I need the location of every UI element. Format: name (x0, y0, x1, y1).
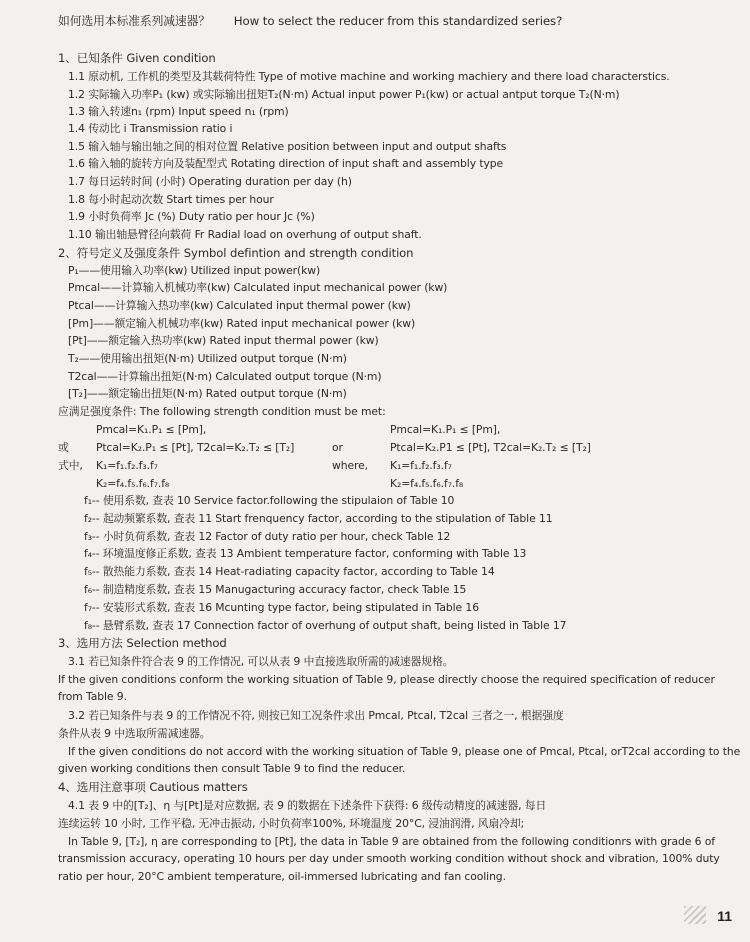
section1-item: 1.10 输出轴悬臂径向载荷 Fr Radial load on overhung of output shaft. (68, 228, 422, 241)
section1-item: 1.4 传动比 i Transmission ratio i (68, 122, 233, 135)
symbol-def: T₂——使用输出扭矩(N·m) Utilized output torque (N·m) (68, 352, 347, 365)
formula-left: Ptcal=K₂.P₁ ≤ [Pt], T2cal=K₂.T₂ ≤ [T₂] (96, 441, 295, 454)
section3-p2-zh: 3.2 若已知条件与表 9 的工作情况不符, 则按已知工况条件求出 Pmcal, Ptcal, T2cal 三者之一, 根据强度 (68, 709, 564, 722)
symbol-def: [Pm]——额定输入机械功率(kw) Rated input mechanical power (kw) (68, 317, 416, 330)
formula-right: K₁=f₁.f₂.f₃.f₇ (390, 459, 452, 472)
label-or-en: or (332, 441, 343, 454)
formula-right: Ptcal=K₂.P1 ≤ [Pt], T2cal=K₂.T₂ ≤ [T₂] (390, 441, 591, 454)
symbol-def: [Pt]——额定输入热功率(kw) Rated input thermal power (kw) (68, 334, 379, 347)
symbol-def: P₁——使用输入功率(kw) Utilized input power(kw) (68, 264, 321, 277)
title-en: How to select the reducer from this standardized series? (233, 14, 563, 28)
factor-def: f₇-- 安装形式系数, 查表 16 Mcunting type factor, being stipulated in Table 16 (84, 601, 479, 614)
section4-p-en: In Table 9, [T₂], η are corresponding to [Pt], the data in Table 9 are obtained from the following conditionrs with grade 6 of (68, 835, 715, 848)
formula-left: K₁=f₁.f₂.f₃.f₇ (96, 459, 158, 472)
symbol-def: T2cal——计算输出扭矩(N·m) Calculated output torque (N·m) (68, 370, 382, 383)
section3-heading: 3、选用方法 Selection method (58, 636, 227, 650)
formula-right: Pmcal=K₁.P₁ ≤ [Pm], (390, 423, 501, 436)
section1-item: 1.6 输入轴的旋转方向及装配型式 Rotating direction of input shaft and assembly type (68, 157, 504, 170)
formula-left: K₂=f₄.f₅.f₆.f₇.f₈ (96, 477, 170, 490)
section3-p2-zh: 条件从表 9 中选取所需减速器。 (58, 727, 211, 740)
title-zh: 如何选用本标准系列减速器？ (58, 14, 211, 28)
section3-p1-zh: 3.1 若已知条件符合表 9 的工作情况, 可以从表 9 中直接选取所需的减速器规格。 (68, 655, 454, 668)
section4-p-en: transmission accuracy, operating 10 hours per day under smooth working condition without shock and vibration, 100% duty (58, 852, 720, 865)
symbol-def: Ptcal——计算输入热功率(kw) Calculated input thermal power (kw) (68, 299, 411, 312)
section3-p1-en: If the given conditions conform the working situation of Table 9, please directly choose the required specification of reducer (58, 673, 715, 686)
section2-heading: 2、符号定义及强度条件 Symbol defintion and strength condition (58, 246, 414, 260)
label-where-zh: 式中, (58, 459, 83, 472)
page-title (58, 14, 562, 28)
section4-p-zh: 4.1 表 9 中的[T₂]、η 与[Pt]是对应数据, 表 9 的数据在下述条件下获得: 6 级传动精度的减速器, 每日 (68, 799, 547, 812)
section1-item: 1.5 输入轴与输出轴之间的相对位置 Relative position between input and output shafts (68, 140, 507, 153)
formula-left: Pmcal=K₁.P₁ ≤ [Pm], (96, 423, 207, 436)
section1-item: 1.7 每日运转时间 (小时) Operating duration per day (h) (68, 175, 352, 188)
section1-item: 1.1 原动机, 工作机的类型及其载荷特性 Type of motive machine and working machiery and there load characterstics. (68, 70, 670, 83)
section1-heading: 1、已知条件 Given condition (58, 51, 216, 65)
strength-intro: 应满足强度条件: The following strength condition must be met: (58, 405, 386, 418)
factor-def: f₈-- 悬臂系数, 查表 17 Connection factor of overhung of output shaft, being listed in Table 17 (84, 619, 567, 632)
formula-right: K₂=f₄.f₅.f₆.f₇.f₈ (390, 477, 464, 490)
symbol-def: Pmcal——计算输入机械功率(kw) Calculated input mechanical power (kw) (68, 281, 448, 294)
section1-item: 1.3 输入转速n₁ (rpm) Input speed n₁ (rpm) (68, 105, 289, 118)
section3-p2-en: given working conditions then consult Table 9 to find the reducer. (58, 762, 406, 775)
symbol-def: [T₂]——额定输出扭矩(N·m) Rated output torque (N·m) (68, 387, 347, 400)
factor-def: f₂-- 起动频繁系数, 查表 11 Start frenquency factor, according to the stipulation of Table 11 (84, 512, 553, 525)
page-corner-hatch (684, 906, 706, 924)
section1-item: 1.9 小时负荷率 Jc (%) Duty ratio per hour Jc (%) (68, 210, 315, 223)
factor-def: f₃-- 小时负荷系数, 查表 12 Factor of duty ratio per hour, check Table 12 (84, 530, 451, 543)
label-where-en: where, (332, 459, 368, 472)
section4-p-zh: 连续运转 10 小时, 工作平稳, 无冲击振动, 小时负荷率100%, 环境温度 20°C, 浸油润滑, 风扇冷却; (58, 817, 525, 830)
section1-item: 1.8 每小时起动次数 Start times per hour (68, 193, 274, 206)
section1-item: 1.2 实际输入功率P₁ (kw) 或实际输出扭矩T₂(N·m) Actual input power P₁(kw) or actual antput torque T₂(N·m) (68, 88, 620, 101)
section3-p1-en: from Table 9. (58, 690, 127, 703)
label-or-zh: 或 (58, 441, 69, 454)
page-number: 11 (717, 908, 732, 924)
factor-def: f₄-- 环境温度修正系数, 查表 13 Ambient temperature factor, conforming with Table 13 (84, 547, 527, 560)
factor-def: f₆-- 制造精度系数, 查表 15 Manugacturing accuracy factor, check Table 15 (84, 583, 467, 596)
section3-p2-en: If the given conditions do not accord with the working situation of Table 9, please one of Pmcal, Ptcal, orT2cal according to the (68, 745, 741, 758)
factor-def: f₅-- 散热能力系数, 查表 14 Heat-radiating capacity factor, according to Table 14 (84, 565, 495, 578)
section4-heading: 4、选用注意事项 Cautious matters (58, 780, 248, 794)
factor-def: f₁-- 使用系数, 查表 10 Service factor.following the stipulaion of Table 10 (84, 494, 455, 507)
section4-p-en: ratio per hour, 20°C ambient temperature, oil-immersed lubricating and fan cooling. (58, 870, 506, 883)
